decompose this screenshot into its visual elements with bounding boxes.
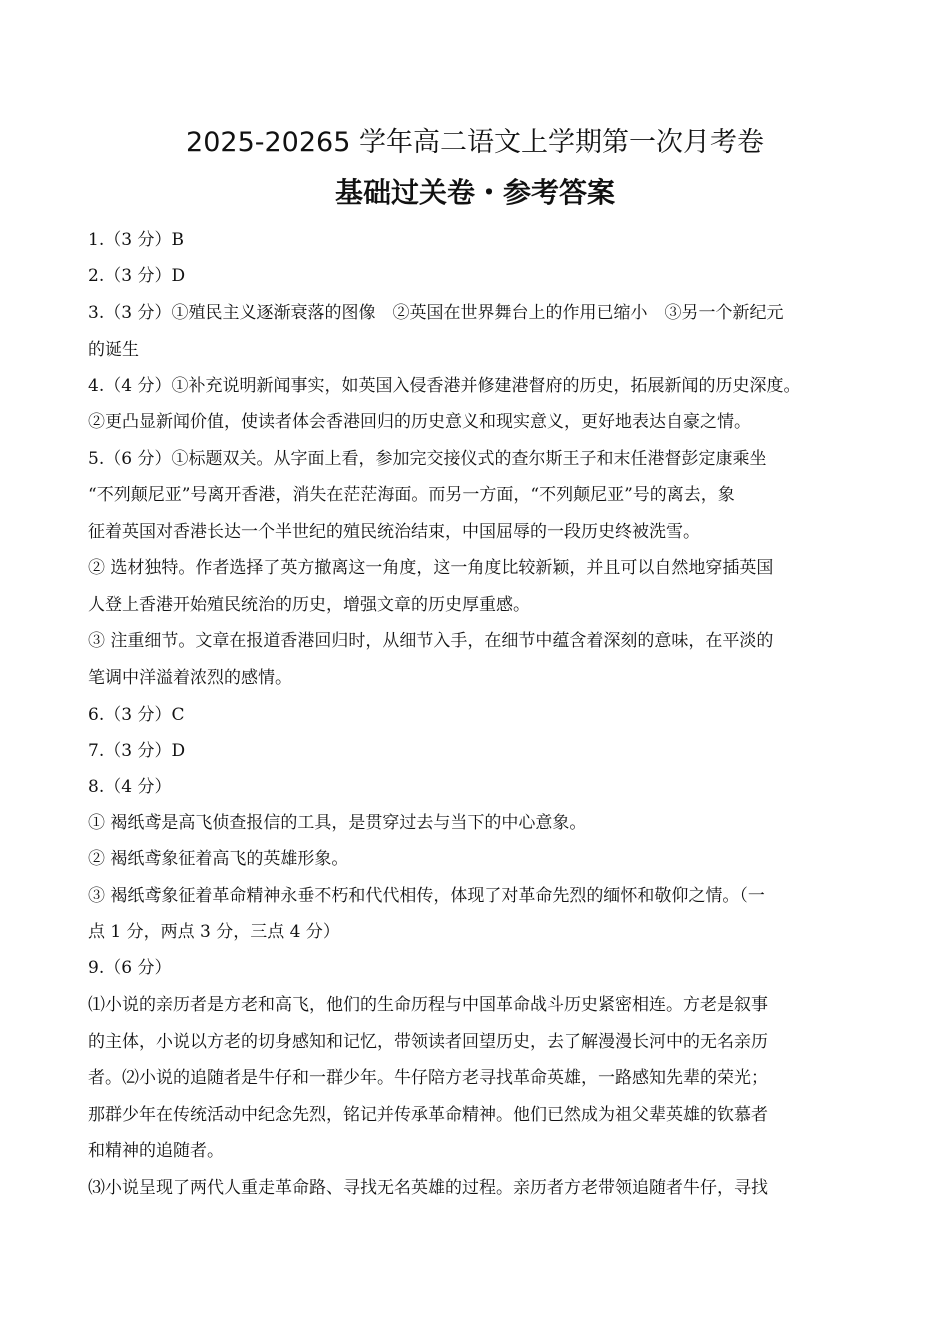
- answer-line: 9.（6 分）: [88, 958, 172, 978]
- answer-line: 1.（3 分）B: [88, 230, 184, 250]
- answer-line: ② 选材独特。作者选择了英方撤离这一角度，这一角度比较新颖，并且可以自然地穿插英国: [88, 558, 774, 578]
- answer-line: ⑶小说呈现了两代人重走革命路、寻找无名英雄的过程。亲历者方老带领追随者牛仔，寻找: [88, 1178, 768, 1198]
- answer-line: 者。⑵小说的追随者是牛仔和一群少年。牛仔陪方老寻找革命英雄，一路感知先辈的荣光；: [88, 1068, 768, 1088]
- answer-line: 的主体，小说以方老的切身感知和记忆，带领读者回望历史，去了解漫漫长河中的无名亲历: [88, 1032, 768, 1052]
- answer-line: 7.（3 分）D: [88, 741, 186, 761]
- answer-line: ① 褐纸鸢是高飞侦查报信的工具，是贯穿过去与当下的中心意象。: [88, 813, 587, 833]
- answer-line: 4.（4 分）①补充说明新闻事实，如英国入侵香港并修建港督府的历史，拓展新闻的历史深度。: [88, 376, 801, 396]
- answer-line: ③ 注重细节。文章在报道香港回归时，从细节入手，在细节中蕴含着深刻的意味，在平淡的: [88, 631, 774, 651]
- answer-line: 和精神的追随者。: [88, 1141, 224, 1161]
- answer-line: ③ 褐纸鸢象征着革命精神永垂不朽和代代相传，体现了对革命先烈的缅怀和敬仰之情。（一: [88, 886, 765, 906]
- answer-line: 那群少年在传统活动中纪念先烈，铭记并传承革命精神。他们已然成为祖父辈英雄的钦慕者: [88, 1105, 768, 1125]
- answer-line: 5.（6 分）①标题双关。从字面上看，参加完交接仪式的查尔斯王子和末任港督彭定康乘坐: [88, 449, 767, 469]
- answer-line: 的诞生: [88, 340, 139, 360]
- answer-line: “不列颠尼亚”号离开香港，消失在茫茫海面。而另一方面，“不列颠尼亚”号的离去，象: [88, 485, 735, 505]
- answer-line: 点 1 分，两点 3 分，三点 4 分）: [88, 922, 340, 942]
- answer-line: 2.（3 分）D: [88, 266, 186, 286]
- page-subtitle: 基础过关卷・参考答案: [334, 176, 615, 209]
- answer-line: 6.（3 分）C: [88, 705, 185, 725]
- answer-line: ② 褐纸鸢象征着高飞的英雄形象。: [88, 849, 349, 869]
- page-title: 2025-20265 学年高二语文上学期第一次月考卷: [186, 127, 764, 158]
- answer-line: 3.（3 分）①殖民主义逐渐衰落的图像 ②英国在世界舞台上的作用已缩小 ③另一个新纪元: [88, 303, 784, 323]
- answer-line: 征着英国对香港长达一个半世纪的殖民统治结束，中国屈辱的一段历史终被洗雪。: [88, 522, 700, 542]
- answer-line: ②更凸显新闻价值，使读者体会香港回归的历史意义和现实意义，更好地表达自豪之情。: [88, 412, 751, 432]
- answer-line: 8.（4 分）: [88, 777, 172, 797]
- answer-line: 笔调中洋溢着浓烈的感情。: [88, 668, 292, 688]
- answer-line: ⑴小说的亲历者是方老和高飞，他们的生命历程与中国革命战斗历史紧密相连。方老是叙事: [88, 995, 768, 1015]
- answer-line: 人登上香港开始殖民统治的历史，增强文章的历史厚重感。: [88, 595, 530, 615]
